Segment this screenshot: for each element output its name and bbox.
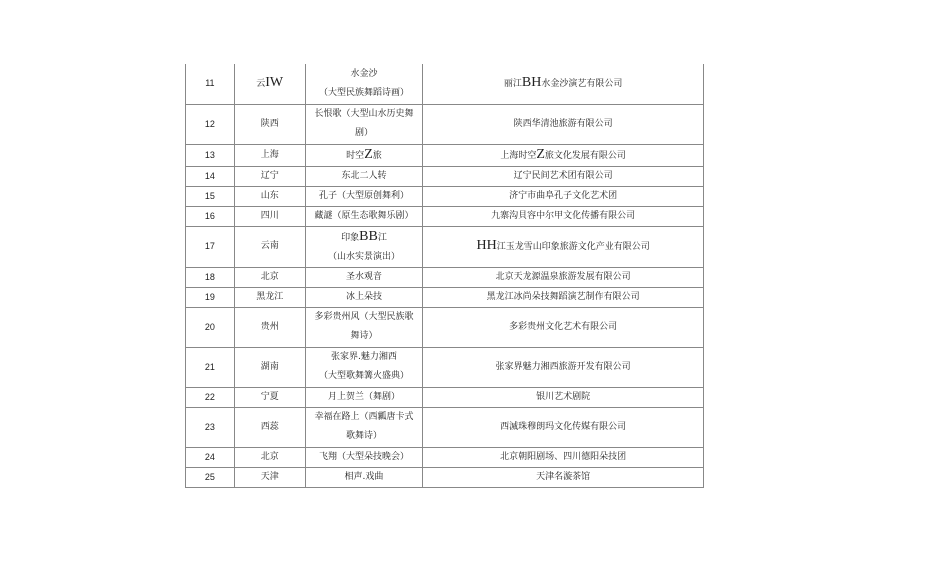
table-row [186,407,704,447]
show-line: 藏謎（原生态歌舞乐剧） [314,210,414,221]
province-cell: 云南 [234,226,305,267]
row-number: 20 [186,307,235,347]
show-line: 张家界.魅力湘西 [331,352,397,362]
row-number: 21 [186,347,235,387]
show-line: 月上贺兰（舞剧） [327,391,400,402]
show-cell [305,407,423,447]
show-line: 圣水观音 [345,271,382,282]
row-number: 11 [186,64,235,104]
show-line: 时空Z旅 [346,146,382,162]
show-line: 冰上朵技 [345,291,382,302]
table-row [186,387,704,407]
show-line: 东北二人转 [341,170,387,181]
organization-cell: 天津名漩茶馆 [423,467,704,487]
row-number: 12 [186,104,235,144]
show-line: 孔子（大型原创舞利） [318,190,409,201]
row-number: 24 [186,447,235,467]
organization-cell: 九寨沟貝容中尔甲文化传播有限公司 [423,206,704,226]
show-cell [305,186,423,206]
organization-cell: 济宁市曲阜孔子文化艺术团 [423,186,704,206]
organization-cell: HH江玉龙雪山印象旅游文化产业有限公司 [423,226,704,267]
show-cell [305,104,423,144]
province-cell: 天津 [234,467,305,487]
row-number: 25 [186,467,235,487]
province-cell: 陕西 [234,104,305,144]
show-line: 歌舞诗） [345,431,382,441]
table-row [186,267,704,287]
province-cell: 上海 [234,144,305,166]
province-cell: 黑龙江 [234,287,305,307]
province-cell: 西蕊 [234,407,305,447]
province-cell: 宁夏 [234,387,305,407]
row-number: 13 [186,144,235,166]
row-number: 15 [186,186,235,206]
organization-cell: 北京朝阳剧场、四川德阳朵技团 [423,447,704,467]
show-cell [305,226,423,267]
show-cell [305,64,423,104]
show-line: 剧） [354,128,373,138]
table-row [186,447,704,467]
table-row [186,166,704,186]
show-line: 飞翔（大型朵技晚会） [318,451,409,462]
row-number: 23 [186,407,235,447]
show-cell [305,267,423,287]
organization-cell: 辽宁民间艺术团有限公司 [423,166,704,186]
show-cell [305,387,423,407]
row-number: 16 [186,206,235,226]
table-row [186,467,704,487]
show-cell [305,347,423,387]
show-cell [305,166,423,186]
show-line: 舞诗） [350,331,378,341]
table-row [186,206,704,226]
province-cell: 北京 [234,447,305,467]
show-line: （山水实景演出） [327,251,400,262]
show-line: 相声.戏曲 [344,471,384,482]
table-row [186,104,704,144]
show-cell [305,206,423,226]
organization-cell: 银川艺术剧院 [423,387,704,407]
organization-cell: 陕西华清池旅游有限公司 [423,104,704,144]
show-line: 多彩贵州风（大型民族歌 [314,312,414,322]
show-line: 幸福在路上（西瓤唐卡式 [314,412,414,422]
province-cell: 北京 [234,267,305,287]
show-cell [305,447,423,467]
organization-cell: 西滅珠穆朗玛文化传媒有限公司 [423,407,704,447]
show-cell [305,467,423,487]
show-line: （大型民族舞蹈诗画） [318,87,409,98]
province-cell: 四川 [234,206,305,226]
organization-cell: 黑龙江冰尚朵技舞蹈演艺制作有限公司 [423,287,704,307]
table-row [186,287,704,307]
row-number: 17 [186,226,235,267]
table-row [186,347,704,387]
show-line: （大型歌舞篝火盛典） [318,371,409,381]
row-number: 19 [186,287,235,307]
organization-cell: 北京天龙源温泉旅游发展有限公司 [423,267,704,287]
row-number: 18 [186,267,235,287]
show-line: 印象BB江 [341,228,387,244]
table-row [186,226,704,267]
performance-table [185,64,704,488]
province-cell [234,64,305,104]
table-row [186,64,704,104]
row-number: 14 [186,166,235,186]
show-cell [305,144,423,166]
organization-cell: 张家界魅力湘西旅游开发有限公司 [423,347,704,387]
organization-cell: 多彩贵州文化艺术有限公司 [423,307,704,347]
table-row [186,144,704,166]
organization-cell: 上海时空Z旅文化发展有限公司 [423,144,704,166]
table-row [186,307,704,347]
show-line: 长恨歌（大型山水历史舞 [314,109,414,119]
province-cell: 湖南 [234,347,305,387]
province-text: 云IW [256,75,284,91]
show-cell [305,307,423,347]
province-cell: 山东 [234,186,305,206]
row-number: 22 [186,387,235,407]
show-line: 水金沙 [350,68,378,79]
table-row [186,186,704,206]
organization-cell: 丽江BH水金沙演艺有限公司 [423,64,704,104]
province-cell: 贵州 [234,307,305,347]
show-cell [305,287,423,307]
province-cell: 辽宁 [234,166,305,186]
